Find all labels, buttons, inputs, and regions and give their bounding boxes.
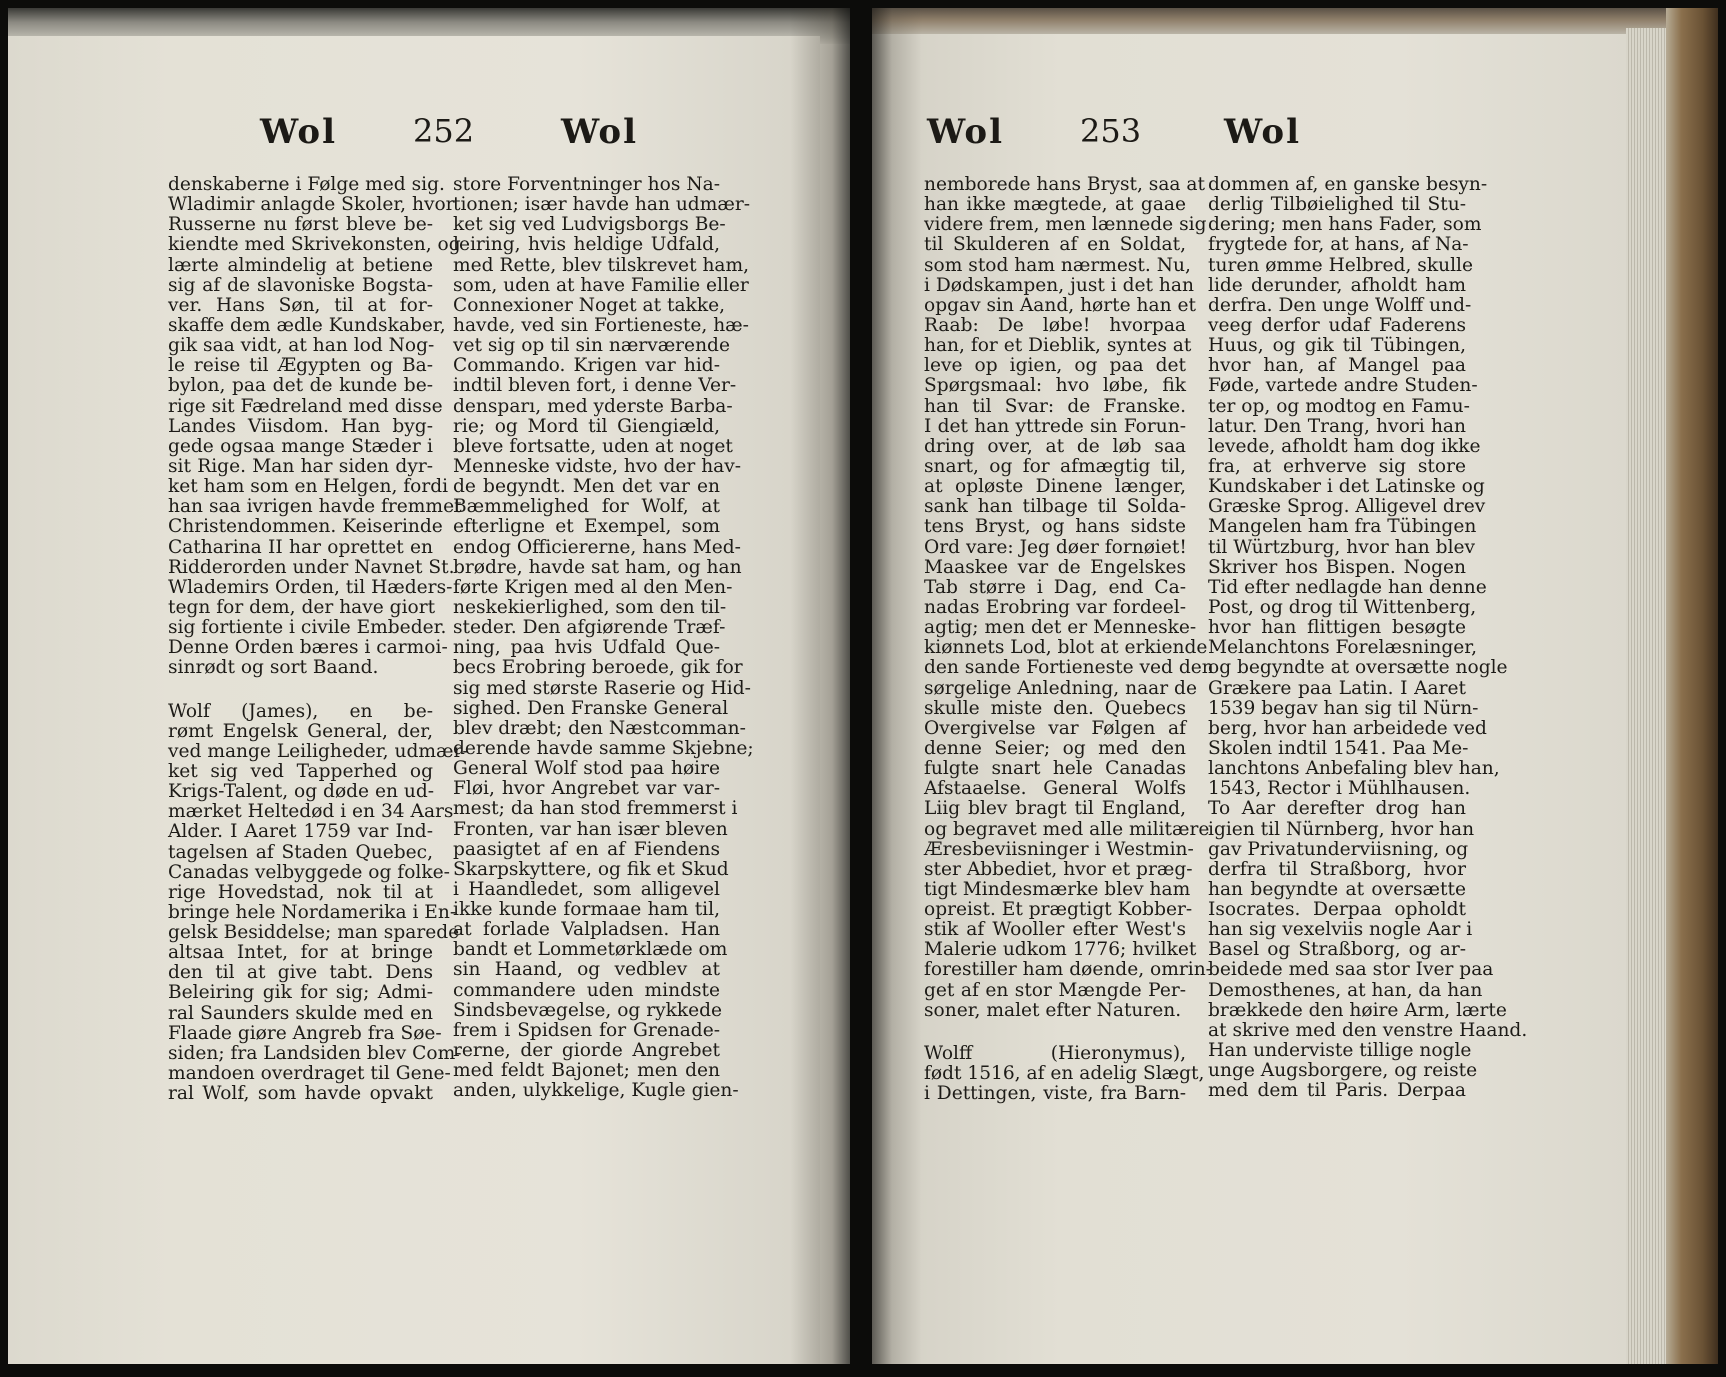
book-cover-edge	[1666, 8, 1718, 1364]
text-line: Spørgsmaal: hvo løbe, fik	[924, 375, 1186, 397]
running-head-left: Wol	[927, 112, 1005, 152]
text-line: skulle miste den. Quebecs	[924, 697, 1186, 719]
text-line: at forlade Valpladsen. Han	[453, 919, 720, 941]
text-line: lide derunder, afholdt ham	[1208, 274, 1466, 296]
text-line: brækkede den høire Arm, lærte	[1208, 999, 1507, 1021]
text-line: Æresbeviisninger i Westmin-	[924, 838, 1194, 860]
text-line: rømt Engelsk General, der,	[168, 720, 433, 742]
text-line: førte Krigen med al den Men-	[453, 576, 733, 598]
running-head-right: Wol	[1224, 112, 1302, 152]
text-line: Denne Orden bæres i carmoi-	[168, 637, 448, 659]
text-line: Ridderorden under Navnet St.	[168, 556, 455, 578]
text-line: dring over, at de løb saa	[924, 435, 1186, 457]
text-line: Landes Viisdom. Han byg-	[168, 415, 433, 437]
text-line: Christendommen. Keiserinde	[168, 516, 443, 538]
right-page-scan	[872, 8, 1718, 1364]
text-column-right	[453, 174, 754, 1102]
text-line: vet sig op til sin nærværende	[453, 335, 730, 357]
text-line: Commando. Krigen var hid-	[453, 355, 720, 377]
text-line: Flaade giøre Angreb fra Søe-	[168, 1022, 442, 1044]
text-line: Kundskaber i det Latinske og	[1208, 476, 1485, 498]
text-line: I det han yttrede sin Forun-	[924, 415, 1186, 437]
text-line: paasigtet af en af Fiendens	[453, 838, 720, 860]
text-line: født 1516, af en adelig Slægt,	[924, 1063, 1205, 1085]
text-line: steder. Den afgiørende Træf-	[453, 617, 726, 639]
text-line: berg, hvor han arbeidede ved	[1208, 717, 1487, 739]
text-line: Maaskee var de Engelskes	[924, 556, 1186, 578]
text-line: rie; og Mord til Giengiæld,	[453, 415, 720, 437]
text-line: mest; da han stod fremmerst i	[453, 798, 738, 820]
text-line: latur. Den Trang, hvori han	[1208, 415, 1466, 437]
text-line: snart, og for afmægtig til,	[924, 455, 1186, 477]
text-line: levede, afholdt ham dog ikke	[1208, 435, 1481, 457]
text-line: lanchtons Anbefaling blev han,	[1208, 758, 1500, 780]
text-line: anden, ulykkelige, Kugle gien-	[453, 1080, 739, 1102]
text-line: derlig Tilbøielighed til Stu-	[1208, 194, 1466, 216]
text-line: To Aar derefter drog han	[1208, 798, 1466, 820]
text-line: veeg derfor udaf Faderens	[1208, 314, 1466, 336]
text-line: opgav sin Aand, hørte han et	[924, 294, 1196, 316]
text-line: leve op igien, og paa det	[924, 355, 1186, 377]
page-number: 253	[1080, 112, 1142, 150]
text-line: Fløi, hvor Angrebet var var-	[453, 778, 720, 800]
text-line: ning, paa hvis Udfald Que-	[453, 637, 720, 659]
text-line: rige sit Fædreland med disse	[168, 395, 443, 417]
text-line: hvor han flittigen besøgte	[1208, 617, 1466, 639]
text-line: Wolff (Hieronymus),	[924, 1042, 1186, 1064]
text-line: Russerne nu først bleve be-	[168, 214, 433, 236]
text-line: becs Erobring beroede, gik for	[453, 657, 743, 679]
text-line: frygtede for, at hans, af Na-	[1208, 234, 1469, 256]
spine-shadow	[790, 8, 850, 1364]
text-line: og begyndte at oversætte nogle	[1208, 657, 1508, 679]
text-line: ster Abbediet, hvor et præg-	[924, 858, 1193, 880]
text-line: og begravet med alle militære	[924, 818, 1210, 840]
text-line: fra, at erhverve sig store	[1208, 455, 1466, 477]
text-line: han sig vexelviis nogle Aar i	[1208, 919, 1473, 941]
text-line: de begyndt. Men det var en	[453, 476, 720, 498]
text-line: til Skulderen af en Soldat,	[924, 234, 1186, 256]
text-line: Beleiring gik for sig; Admi-	[168, 982, 433, 1004]
text-line: Wladimir anlagde Skoler, hvor	[168, 194, 455, 216]
text-line: sinrødt og sort Baand.	[168, 657, 379, 679]
text-line: Alder. I Aaret 1759 var Ind-	[168, 821, 433, 843]
text-line: siden; fra Landsiden blev Com-	[168, 1042, 462, 1064]
text-line: Føde, vartede andre Studen-	[1208, 375, 1478, 397]
text-line: tionen; især havde han udmær-	[453, 194, 750, 216]
text-line: unge Augsborgere, og reiste	[1208, 1060, 1478, 1082]
text-line: Catharina II har oprettet en	[168, 536, 433, 558]
text-line: havde, ved sin Fortieneste, hæ-	[453, 314, 749, 336]
text-line: densparı, med yderste Barba-	[453, 395, 733, 417]
text-line: opreist. Et prægtigt Kobber-	[924, 899, 1193, 921]
text-line: han, for et Dieblik, syntes at	[924, 335, 1192, 357]
text-line: Skriver hos Bispen. Nogen	[1208, 556, 1466, 578]
text-line: han saa ivrigen havde fremmet	[168, 496, 462, 518]
page-fore-edge	[1626, 28, 1666, 1364]
text-line: Græske Sprog. Alligevel drev	[1208, 496, 1486, 518]
text-line: ikke kunde formaae ham til,	[453, 899, 720, 921]
text-line: turen ømme Helbred, skulle	[1208, 254, 1473, 276]
text-line: beidede med saa stor Iver paa	[1208, 959, 1494, 981]
text-line: denne Seier; og med den	[924, 737, 1186, 759]
text-line: brødre, havde sat ham, og han	[453, 556, 742, 578]
text-line: Menneske vidste, hvo der hav-	[453, 455, 742, 477]
text-line: rerne, der giorde Angrebet	[453, 1040, 720, 1062]
text-line: Krigs-Talent, og døde en ud-	[168, 781, 435, 803]
text-line: Sindsbevægelse, og rykkede	[453, 999, 723, 1021]
text-line: denskaberne i Følge med sig.	[168, 174, 445, 195]
text-line: dering; men hans Fader, som	[1208, 214, 1482, 236]
text-column-left	[168, 174, 469, 1105]
paragraph-gap	[168, 679, 433, 702]
text-line: Liig blev bragt til England,	[924, 798, 1186, 820]
text-line: Connexioner Noget at takke,	[453, 294, 726, 316]
text-line: med dem til Paris. Derpaa	[1208, 1080, 1466, 1102]
text-line: kiønnets Lod, blot at erkiende	[924, 637, 1208, 659]
text-line: som, uden at have Familie eller	[453, 274, 749, 296]
text-line: til Würtzburg, hvor han blev	[1208, 536, 1476, 558]
text-line: sig med største Raserie og Hid-	[453, 677, 751, 699]
text-line: neskekierlighed, som den til-	[453, 596, 727, 618]
text-line: indtil bleven fort, i denne Ver-	[453, 375, 737, 397]
page-number: 252	[413, 112, 475, 150]
text-line: han begyndte at oversætte	[1208, 878, 1466, 900]
text-line: store Forventninger hos Na-	[453, 174, 720, 195]
text-line: sig fortiente i civile Embeder.	[168, 617, 447, 639]
text-line: lærte almindelig at betiene	[168, 254, 433, 276]
text-line: den sande Fortieneste ved den	[924, 657, 1214, 679]
text-line: Huus, og gik til Tübingen,	[1208, 335, 1466, 357]
text-line: gelsk Besiddelse; man sparede	[168, 922, 460, 944]
text-line: Demosthenes, at han, da han	[1208, 979, 1483, 1001]
text-line: hvor han, af Mangel paa	[1208, 355, 1466, 377]
text-line: blev dræbt; den Næstcomman-	[453, 717, 746, 739]
text-line: 1539 begav han sig til Nürn-	[1208, 697, 1479, 719]
text-line: tegn for dem, der have giort	[168, 596, 436, 618]
text-line: Grækere paa Latin. I Aaret	[1208, 677, 1466, 699]
text-line: sighed. Den Franske General	[453, 697, 729, 719]
text-line: 1543, Rector i Mühlhausen.	[1208, 778, 1471, 800]
text-line: bringe hele Nordamerika i En-	[168, 901, 457, 923]
text-line: ket sig ved Tapperhed og	[168, 760, 433, 782]
text-column-left	[924, 174, 1214, 1105]
text-line: ral Wolf, som havde opvakt	[168, 1083, 433, 1105]
text-line: get af en stor Mængde Per-	[924, 979, 1186, 1001]
text-line: Tid efter nedlagde han denne	[1208, 576, 1487, 598]
text-line: Han underviste tillige nogle	[1208, 1040, 1472, 1062]
text-line: Wolf (James), en be-	[168, 700, 433, 722]
text-line: fulgte snart hele Canadas	[924, 758, 1186, 780]
text-line: derende havde samme Skjebne;	[453, 737, 754, 759]
left-page-scan	[8, 8, 850, 1364]
text-line: Raab: De løbe! hvorpaa	[924, 314, 1186, 336]
text-line: ved mange Leiligheder, udmær-	[168, 740, 469, 762]
text-line: sank han tilbage til Solda-	[924, 496, 1186, 518]
text-line: Canadas velbyggede og folke-	[168, 861, 450, 883]
text-line: rige Hovedstad, nok til at	[168, 881, 433, 903]
text-line: General Wolf stod paa høire	[453, 758, 720, 780]
text-line: i Dødskampen, just i det han	[924, 274, 1194, 296]
text-line: skaffe dem ædle Kundskaber,	[168, 314, 446, 336]
text-line: Skarpskyttere, og fik et Skud	[453, 858, 729, 880]
text-line: Fronten, var han især bleven	[453, 818, 728, 840]
text-line: igien til Nürnberg, hvor han	[1208, 818, 1475, 840]
text-line: nadas Erobring var fordeel-	[924, 596, 1186, 618]
text-line: forestiller ham døende, omrin-	[924, 959, 1212, 981]
text-line: leiring, hvis heldige Udfald,	[453, 234, 720, 256]
text-line: agtig; men det er Menneske-	[924, 617, 1197, 639]
text-line: soner, malet efter Naturen.	[924, 999, 1182, 1021]
text-line: derfra til Straßborg, hvor	[1208, 858, 1466, 880]
text-line: Tab større i Dag, end Ca-	[924, 576, 1186, 598]
paragraph-gap	[924, 1021, 1186, 1044]
text-line: derfra. Den unge Wolff und-	[1208, 294, 1472, 316]
text-line: le reise til Ægypten og Ba-	[168, 355, 433, 377]
text-line: tens Bryst, og hans sidste	[924, 516, 1186, 538]
text-line: Melanchtons Forelæsninger,	[1208, 637, 1478, 659]
text-line: bylon, paa det de kunde be-	[168, 375, 433, 397]
text-line: sørgelige Anledning, naar de	[924, 677, 1197, 699]
text-line: Ord vare: Jeg døer fornøiet!	[924, 536, 1187, 558]
text-line: i Haandledet, som alligevel	[453, 878, 720, 900]
text-line: gede ogsaa mange Stæder i	[168, 435, 433, 457]
text-line: Isocrates. Derpaa opholdt	[1208, 899, 1466, 921]
text-line: han til Svar: de Franske.	[924, 395, 1186, 417]
text-line: Bæmmelighed for Wolf, at	[453, 496, 720, 518]
text-column-right	[1208, 174, 1528, 1102]
text-line: bleve fortsatte, uden at noget	[453, 435, 733, 457]
text-line: med feldt Bajonet; men den	[453, 1060, 720, 1082]
text-line: i Dettingen, viste, fra Barn-	[924, 1083, 1186, 1105]
text-line: sit Rige. Man har siden dyr-	[168, 455, 433, 477]
text-line: gik saa vidt, at han lod Nog-	[168, 335, 435, 357]
text-line: Mangelen ham fra Tübingen	[1208, 516, 1477, 538]
text-line: Wlademirs Orden, til Hæders-	[168, 576, 453, 598]
text-line: videre frem, men lænnede sig	[924, 214, 1207, 236]
text-line: frem i Spidsen for Grenade-	[453, 1019, 720, 1041]
text-line: at opløste Dinene længer,	[924, 476, 1186, 498]
text-line: altsaa Intet, for at bringe	[168, 942, 433, 964]
text-line: ket ham som en Helgen, fordi	[168, 476, 449, 498]
text-line: efterligne et Exempel, som	[453, 516, 720, 538]
text-line: ter op, og modtog en Famu-	[1208, 395, 1470, 417]
text-line: ket sig ved Ludvigsborgs Be-	[453, 214, 726, 236]
text-line: bandt et Lommetørklæde om	[453, 939, 728, 961]
text-line: kiendte med Skrivekonsten, og	[168, 234, 461, 256]
gutter-shadow	[872, 8, 922, 1364]
text-line: ral Saunders skulde med en	[168, 1002, 433, 1024]
text-line: sig af de slavoniske Bogsta-	[168, 274, 433, 296]
text-line: tigt Mindesmærke blev ham	[924, 878, 1191, 900]
text-line: commandere uden mindste	[453, 979, 720, 1001]
text-line: mandoen overdraget til Gene-	[168, 1063, 451, 1085]
text-line: mærket Heltedød i en 34 Aars	[168, 801, 454, 823]
text-line: Overgivelse var Følgen af	[924, 717, 1186, 739]
text-line: med Rette, blev tilskrevet ham,	[453, 254, 750, 276]
text-line: som stod ham nærmest. Nu,	[924, 254, 1191, 276]
running-head-left: Wol	[260, 112, 338, 152]
text-line: han ikke mægtede, at gaae	[924, 194, 1186, 216]
text-line: tagelsen af Staden Quebec,	[168, 841, 433, 863]
text-line: endog Officiererne, hans Med-	[453, 536, 741, 558]
text-line: gav Privatunderviisning, og	[1208, 838, 1469, 860]
text-line: ver. Hans Søn, til at for-	[168, 294, 433, 316]
running-head-right: Wol	[561, 112, 639, 152]
text-line: at skrive med den venstre Haand.	[1208, 1019, 1528, 1041]
text-line: Post, og drog til Wittenberg,	[1208, 596, 1477, 618]
text-line: dommen af, en ganske besyn-	[1208, 174, 1488, 195]
text-line: nemborede hans Bryst, saa at	[924, 174, 1205, 195]
text-line: Basel og Straßborg, og ar-	[1208, 939, 1466, 961]
text-line: Malerie udkom 1776; hvilket	[924, 939, 1197, 961]
text-line: sin Haand, og vedblev at	[453, 959, 720, 981]
text-line: den til at give tabt. Dens	[168, 962, 433, 984]
text-line: stik af Wooller efter West's	[924, 919, 1186, 941]
text-line: Afstaaelse. General Wolfs	[924, 778, 1186, 800]
text-line: Skolen indtil 1541. Paa Me-	[1208, 737, 1469, 759]
